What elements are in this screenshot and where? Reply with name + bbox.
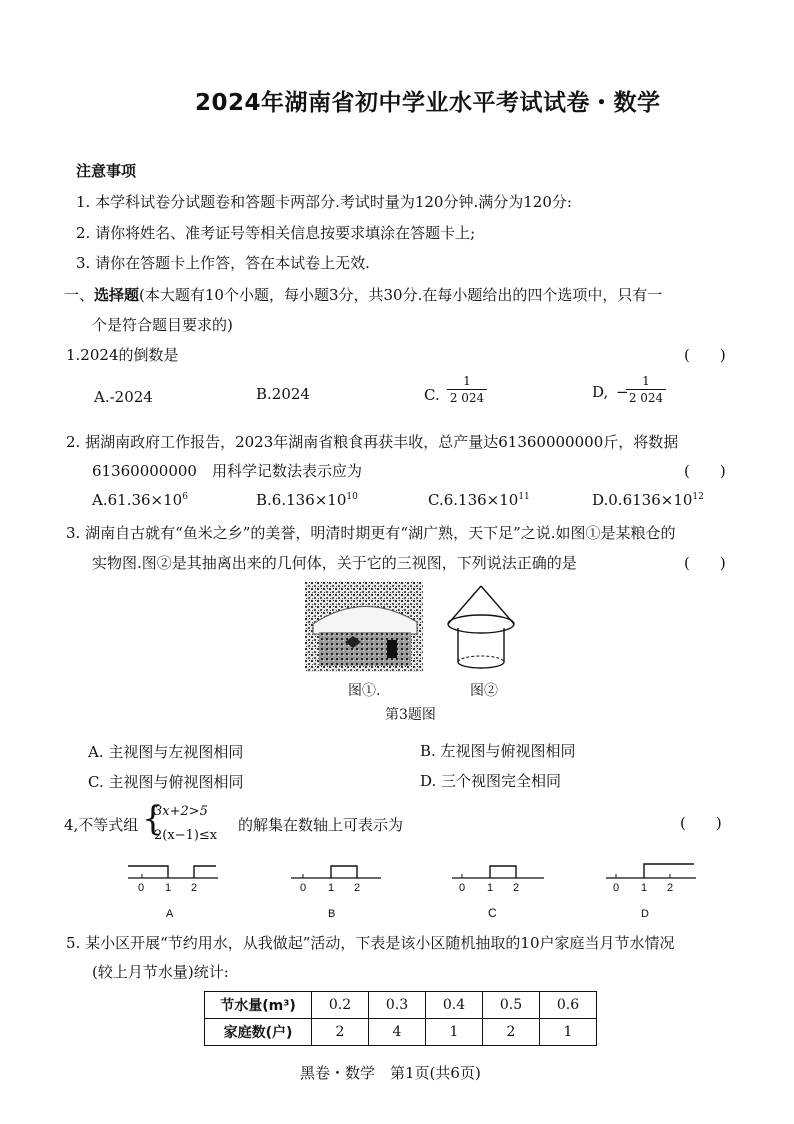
q2-option-b: $B.6.136\times 10^{10}$ [256, 491, 358, 509]
water-saving-table [204, 991, 597, 1046]
q1-stem: 1.2024的倒数是 [66, 346, 179, 364]
number-line-b-tick-2: 2 [354, 882, 361, 894]
figure-1-caption: 图①. [348, 683, 381, 699]
q3-line-2: 实物图.图②是其抽离出来的几何体，关于它的三视图，下列说法正确的是 [92, 554, 577, 572]
q3-option-d: D. 三个视图完全相同 [420, 772, 562, 790]
q3-option-b: B. 左视图与俯视图相同 [420, 742, 576, 760]
q3-answer-paren: ( ) [684, 554, 726, 572]
q1-option-d-sign: − [616, 383, 629, 401]
table-row-header-households: 家庭数(户) [205, 1019, 312, 1046]
q1-option-d-fraction [626, 374, 666, 405]
q1-option-a: A.-2024 [94, 388, 153, 406]
table-cell: 0.3 [369, 992, 426, 1019]
q2-option-c: $C.6.136\times 10^{11}$ [428, 491, 530, 509]
table-cell: 2 [312, 1019, 369, 1046]
q4-answer-paren: ( ) [680, 814, 722, 832]
q2-line-2: 61360000000 用科学记数法表示应为 [92, 462, 362, 480]
notice-item-1: 1. 本学科试卷分试题卷和答题卡两部分.考试时量为120分钟.满分为120分: [76, 193, 572, 211]
number-line-a-tick-2: 2 [191, 882, 198, 894]
q2-option-a: $A.61.36\times 10^6$ [92, 491, 188, 509]
table-cell: 0.4 [426, 992, 483, 1019]
section-1-heading [64, 284, 662, 305]
q2-answer-paren: ( ) [684, 462, 726, 480]
table-cell: 0.5 [483, 992, 540, 1019]
table-cell: 2 [483, 1019, 540, 1046]
table-cell: 0.2 [312, 992, 369, 1019]
number-line-d-tick-2: 2 [667, 882, 674, 894]
q2-line-1: 2. 据湖南政府工作报告，2023年湖南省粮食再获丰收，总产量达61360000000斤，将数据 [66, 433, 679, 451]
notice-item-3: 3. 请你在答题卡上作答，答在本试卷上无效. [76, 254, 370, 272]
q1-option-d-denominator: 2 024 [628, 391, 664, 405]
table-cell: 1 [426, 1019, 483, 1046]
exam-title: 2024年湖南省初中学业水平考试试卷・数学 [195, 90, 661, 116]
q4-inequality-2: 2(x−1)≤x [154, 828, 218, 843]
q4-inequality-1: 3x+2>5 [154, 804, 208, 819]
table-cell: 0.6 [540, 992, 597, 1019]
q1-option-c-label: C. [424, 386, 440, 404]
q1-option-b: B.2024 [256, 385, 310, 403]
table-row-header-water: 节水量(m³) [205, 992, 312, 1019]
number-line-b-option: B [328, 908, 336, 920]
cone-cylinder-figure [444, 582, 518, 676]
q1-option-c-numerator: 1 [463, 374, 471, 388]
number-line-d-tick-1: 1 [641, 882, 648, 894]
q4-suffix: 的解集在数轴上可表示为 [238, 816, 404, 834]
number-line-b-tick-1: 1 [328, 882, 335, 894]
q1-option-c-denominator: 2 024 [449, 391, 485, 405]
q1-option-d-label: D, [592, 383, 609, 401]
number-line-c-tick-2: 2 [513, 882, 520, 894]
number-line-a-tick-1: 1 [165, 882, 172, 894]
section-1-desc-2: 个是符合题目要求的) [92, 316, 233, 334]
number-line-c [448, 860, 548, 900]
number-line-b-tick-0: 0 [300, 882, 307, 894]
section-1-desc-1: (本大题有10个小题，每小题3分，共30分.在每小题给出的四个选项中，只有一 [139, 286, 663, 304]
notice-item-2: 2. 请你将姓名、准考证号等相关信息按要求填涂在答题卡上; [76, 224, 476, 242]
q4-brace: { [142, 799, 164, 839]
q3-option-c: C. 主视图与俯视图相同 [88, 773, 244, 791]
number-line-c-tick-0: 0 [459, 882, 466, 894]
q1-answer-paren: ( ) [684, 346, 726, 364]
q3-line-1: 3. 湖南自古就有“鱼米之乡”的美誉，明清时期更有“湖广熟，天下足”之说.如图①是某粮仓的 [66, 524, 676, 542]
number-line-a-tick-0: 0 [138, 882, 145, 894]
number-line-c-option: C [488, 906, 497, 920]
page-footer: 黑卷・数学 第1页(共6页) [300, 1064, 481, 1082]
number-line-a [120, 860, 220, 900]
q3-figure-caption: 第3题图 [385, 707, 436, 723]
q1-option-c-fraction [447, 374, 487, 405]
section-1-name: 选择题 [94, 286, 140, 304]
table-row [205, 992, 597, 1019]
table-cell: 1 [540, 1019, 597, 1046]
number-line-d-option: D [641, 908, 649, 920]
q1-option-d-numerator: 1 [642, 374, 650, 388]
q4-prefix: 4,不等式组 [64, 816, 139, 834]
table-cell: 4 [369, 1019, 426, 1046]
number-line-d-tick-0: 0 [613, 882, 620, 894]
q3-option-a: A. 主视图与左视图相同 [88, 743, 244, 761]
q5-line-2: (较上月节水量)统计: [92, 963, 229, 981]
number-line-a-option: A [166, 908, 174, 920]
q5-line-1: 5. 某小区开展“节约用水，从我做起”活动，下表是该小区随机抽取的10户家庭当月节水情况 [66, 934, 675, 952]
table-row [205, 1019, 597, 1046]
number-line-d [602, 860, 702, 900]
q2-option-d: $D.0.6136\times 10^{12}$ [592, 491, 704, 509]
figure-2-caption: 图② [470, 683, 498, 699]
notice-heading: 注意事项 [76, 162, 137, 180]
number-line-b [285, 860, 385, 900]
section-1-prefix: 一、 [64, 286, 95, 304]
number-line-c-tick-1: 1 [487, 882, 494, 894]
granary-photo [305, 582, 423, 672]
